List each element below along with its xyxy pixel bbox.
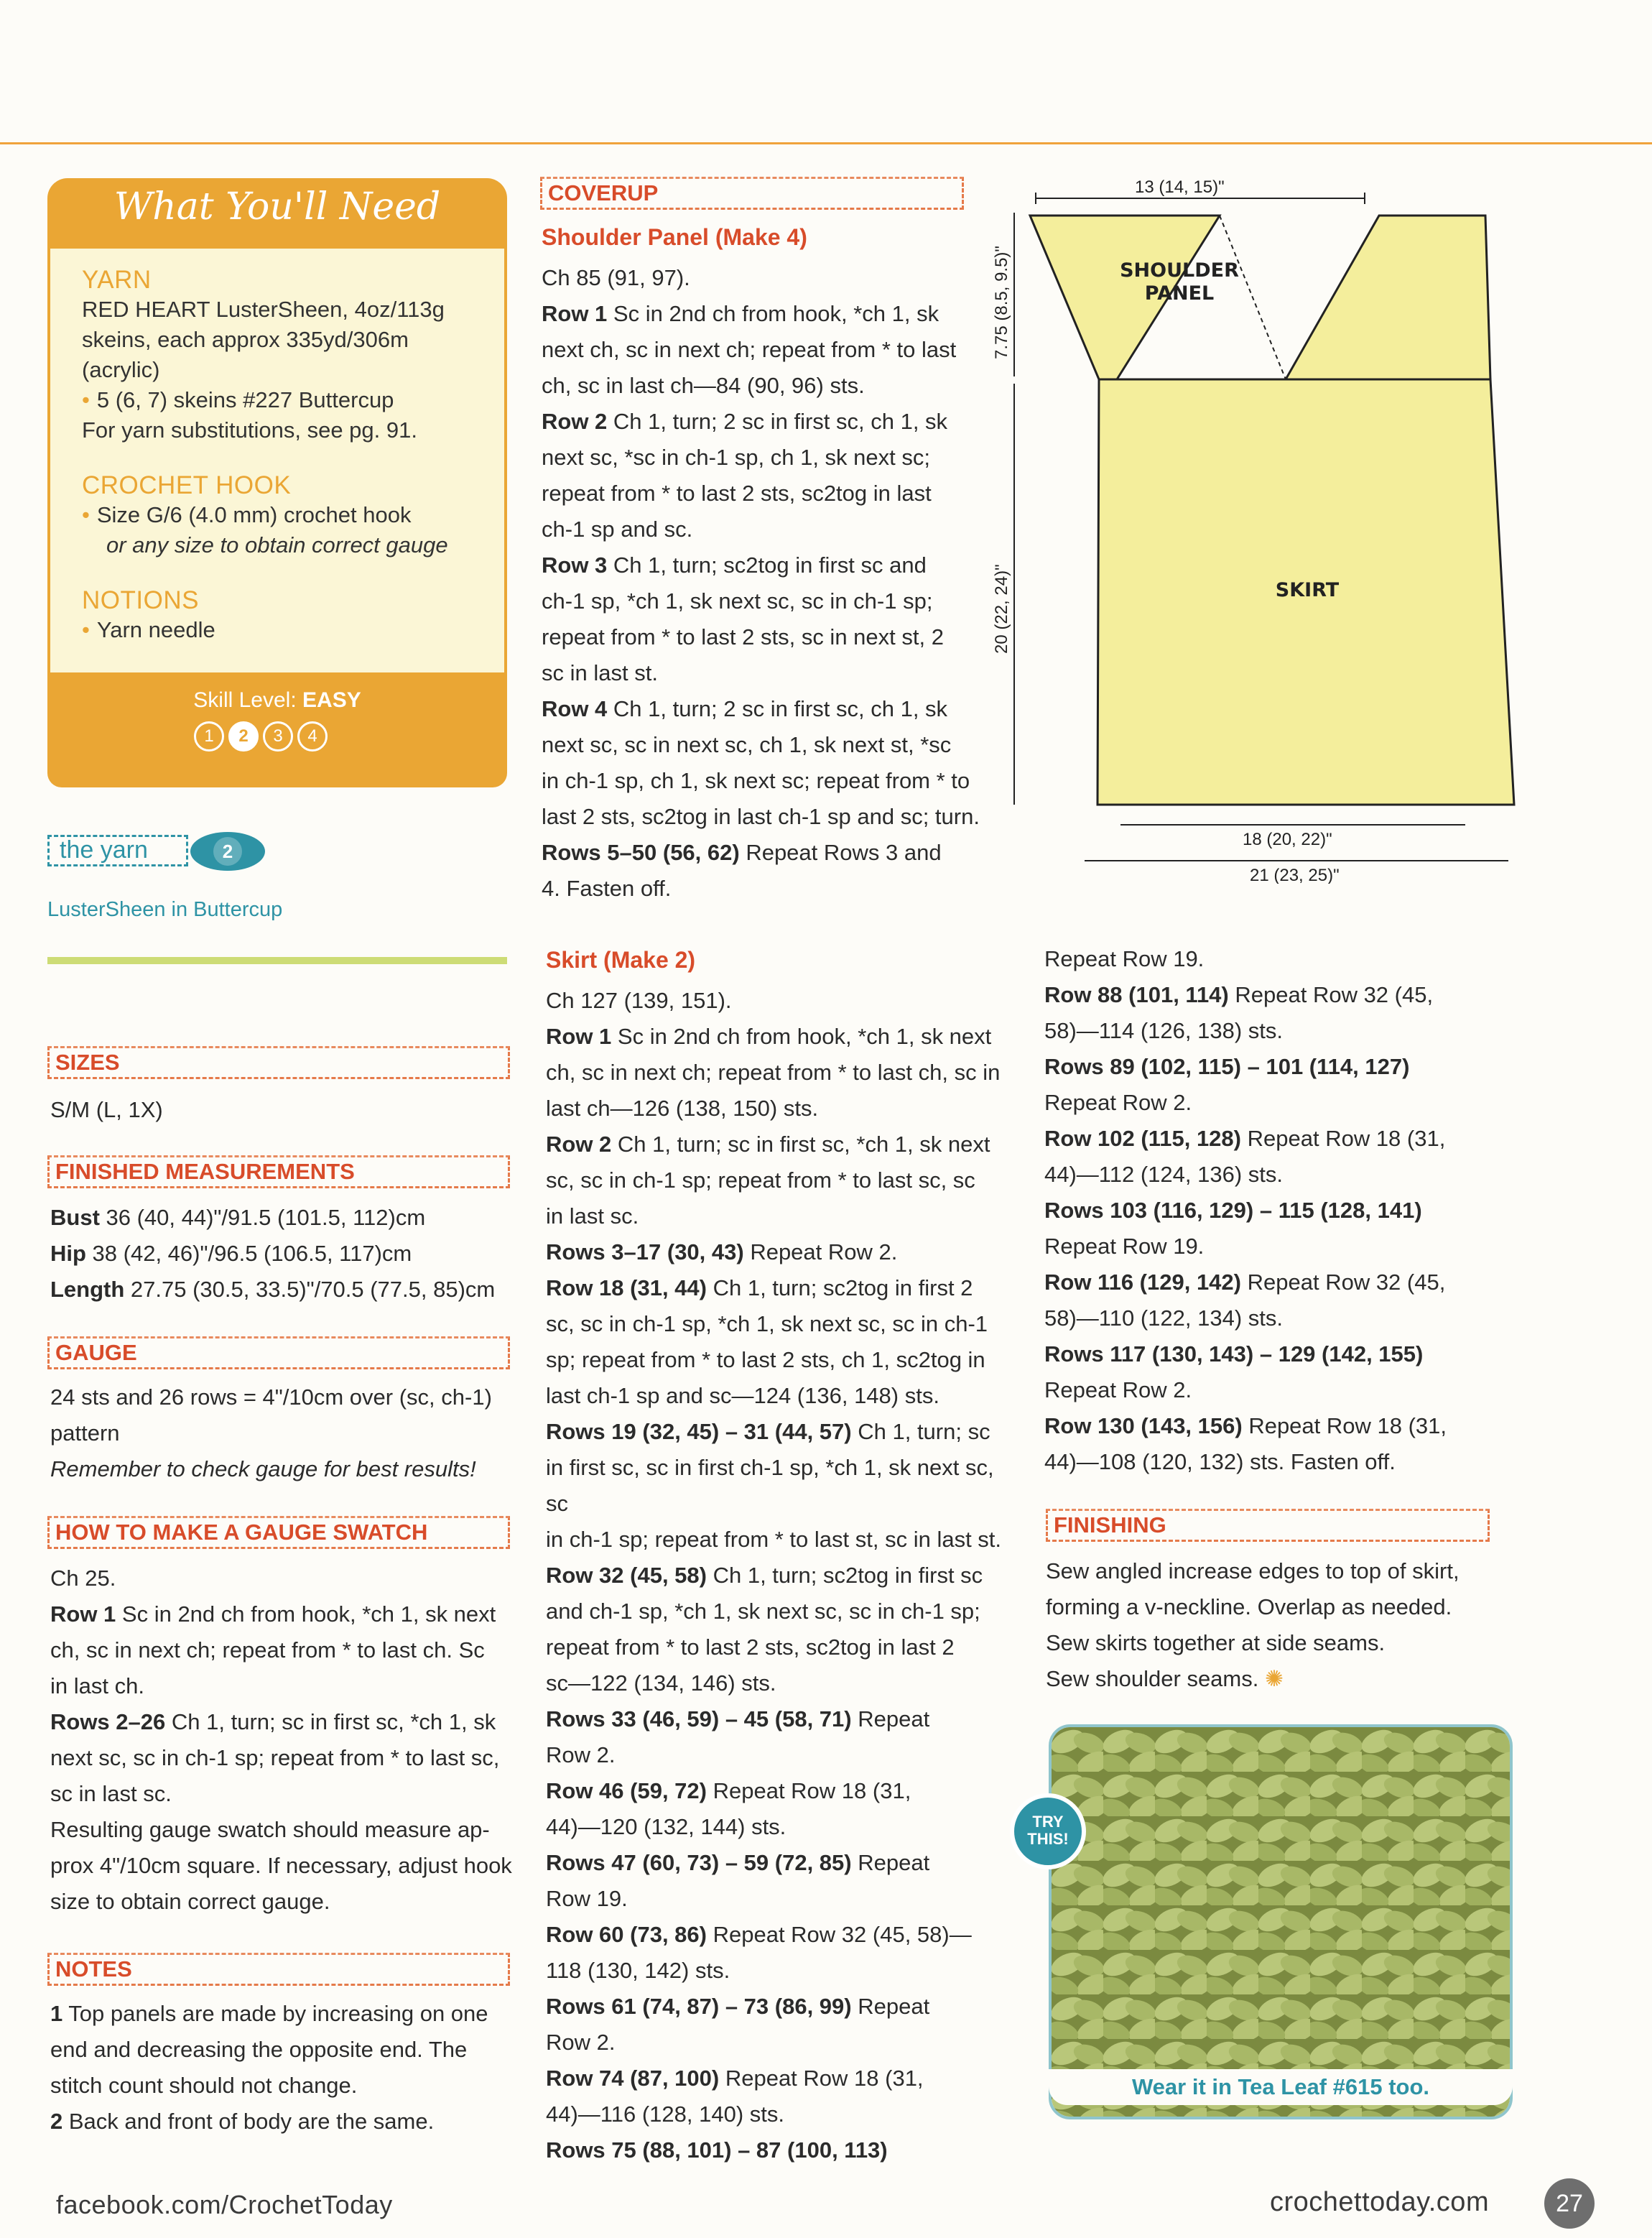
instruction-line: Rows 103 (116, 129) – 115 (128, 141) [1044,1198,1422,1223]
swatch-line: ch, sc in next ch; repeat from * to last ch. Sc [50,1637,485,1663]
hook-note: or any size to obtain correct gauge [106,532,448,558]
skill-level-circles [194,721,328,752]
instruction-line: Row 3 Ch 1, turn; sc2tog in first sc and [542,552,927,578]
finished-measurements-heading: FINISHED MEASUREMENTS [47,1155,510,1188]
instruction-line: Rows 75 (88, 101) – 87 (100, 113) [546,2137,888,2163]
instruction-line: Repeat Row 2. [1044,1377,1192,1402]
finishing-heading: FINISHING [1046,1509,1490,1542]
yarn-caption: LusterSheen in Buttercup [47,898,283,921]
instruction-line: Row 2. [546,2030,616,2055]
instruction-line: and ch-1 sp, *ch 1, sk next sc, sc in ch-1 sp; [546,1599,980,1624]
swatch-line: Ch 25. [50,1566,116,1591]
instruction-line: repeat from * to last 2 sts, sc2tog in last 2 [546,1634,955,1660]
instruction-line: repeat from * to last 2 sts, sc in next st, 2 [542,624,944,649]
instruction-line: Row 74 (87, 100) Repeat Row 18 (31, [546,2066,924,2091]
crochet-swatch-image [1052,1727,1513,2119]
swatch-line: in last ch. [50,1673,144,1698]
yarn-weight-number: 2 [222,841,233,862]
shoulder-height-label: 7.75 (8.5, 9.5)" [992,246,1011,359]
instruction-line: Row 116 (129, 142) Repeat Row 32 (45, [1044,1270,1446,1295]
notions-bullet: • Yarn needle [82,617,215,642]
instruction-line: Row 19. [546,1886,628,1911]
instruction-line: Row 2. [546,1742,616,1767]
need-box-title: What You'll Need [113,185,441,228]
bullet-icon: • [82,617,90,642]
yarn-heading: YARN [82,266,152,294]
instruction-line: 58)—114 (126, 138) sts. [1044,1018,1283,1043]
instruction-line: 118 (130, 142) sts. [546,1958,730,1983]
instruction-line: ch-1 sp and sc. [542,517,693,542]
footer-site-link[interactable]: crochettoday.com [1270,2187,1490,2217]
gauge-text [50,1379,517,1487]
instruction-line: 44)—120 (132, 144) sts. [546,1814,786,1839]
skill-level-footer [47,672,507,787]
skirt-instructions [546,983,1006,2168]
notes-heading: NOTES [47,1953,510,1986]
yarn-bullet: • 5 (6, 7) skeins #227 Buttercup [82,387,394,412]
shoulder-panel-heading: Shoulder Panel (Make 4) [542,224,807,250]
instruction-line: Rows 5–50 (56, 62) Repeat Rows 3 and [542,840,942,865]
hook-heading: CROCHET HOOK [82,471,292,499]
skill-level-3: 3 [263,721,293,752]
bottom-dimension-2: 21 (23, 25)" [1250,866,1340,884]
skirt-instructions-continued [1044,941,1533,1480]
instruction-line: Rows 33 (46, 59) – 45 (58, 71) Repeat [546,1706,930,1731]
gauge-line-1: 24 sts and 26 rows = 4"/10cm over (sc, ch-1) [50,1384,492,1410]
finishing-line: Sew shoulder seams. ✺ [1046,1666,1284,1691]
swatch-line: next sc, sc in ch-1 sp; repeat from * to last sc, [50,1745,500,1770]
instruction-line: Repeat Row 19. [1044,946,1205,971]
instruction-line: in ch-1 sp, ch 1, sk next sc; repeat from * to [542,768,970,793]
swatch-line: prox 4"/10cm square. If necessary, adjust hook [50,1853,512,1878]
end-mark-icon: ✺ [1265,1666,1284,1691]
the-yarn-tag: the yarn [47,835,188,866]
skirt-label: SKIRT [1275,579,1340,601]
instruction-line: last 2 sts, sc2tog in last ch-1 sp and sc; turn. [542,804,980,829]
finished-measurements-text [50,1200,517,1308]
yarn-skein-icon [188,831,267,872]
skill-level-2: 2 [228,721,259,752]
instruction-line: sc, sc in ch-1 sp, *ch 1, sk next sc, sc in ch-1 [546,1311,988,1336]
what-youll-need-box [47,178,507,803]
instruction-line: 44)—112 (124, 136) sts. [1044,1162,1283,1187]
gauge-line-2: pattern [50,1420,120,1446]
shoulder-panel-label-2: PANEL [1144,282,1215,305]
instruction-line: next sc, *sc in ch-1 sp, ch 1, sk next sc; [542,445,930,470]
instruction-line: sc, sc in ch-1 sp; repeat from * to last sc, sc [546,1167,975,1193]
swatch-line: Rows 2–26 Ch 1, turn; sc in first sc, *ch 1, sk [50,1709,496,1734]
instruction-line: 4. Fasten off. [542,876,672,901]
instruction-line: Ch 85 (91, 97). [542,265,690,290]
instruction-line: Ch 127 (139, 151). [546,988,732,1013]
instruction-line: Rows 89 (102, 115) – 101 (114, 127) [1044,1054,1410,1079]
instruction-line: Row 2 Ch 1, turn; sc in first sc, *ch 1, sk next [546,1132,990,1157]
bullet-icon: • [82,502,90,527]
hip-line: Hip 38 (42, 46)"/96.5 (106.5, 117)cm [50,1241,412,1266]
finishing-line: forming a v-neckline. Overlap as needed. [1046,1594,1452,1619]
page-number: 27 [1544,2178,1595,2229]
bottom-dimension-1: 18 (20, 22)" [1243,830,1332,849]
swatch-line: sc in last sc. [50,1781,172,1806]
instruction-line: Row 46 (59, 72) Repeat Row 18 (31, [546,1778,911,1803]
finishing-line: Sew angled increase edges to top of skirt, [1046,1558,1460,1583]
shoulder-panel-label-1: SHOULDER [1120,259,1239,282]
note-line: end and decreasing the opposite end. The [50,2037,468,2062]
top-rule [0,142,1652,144]
instruction-line: 44)—108 (120, 132) sts. Fasten off. [1044,1449,1396,1474]
instruction-line: in last sc. [546,1203,639,1229]
swatch-line: Row 1 Sc in 2nd ch from hook, *ch 1, sk next [50,1601,496,1627]
instruction-line: 44)—116 (128, 140) sts. [546,2101,784,2127]
instruction-line: Rows 19 (32, 45) – 31 (44, 57) Ch 1, turn; sc [546,1419,990,1444]
shoulder-panel-instructions [542,260,987,907]
instruction-line: Row 130 (143, 156) Repeat Row 18 (31, [1044,1413,1447,1438]
instruction-line: sc in last st. [542,660,658,685]
gauge-swatch-heading: HOW TO MAKE A GAUGE SWATCH [47,1516,510,1549]
note-line: 2 Back and front of body are the same. [50,2109,435,2134]
shoulder-panel-right [1286,216,1490,379]
skirt-heading: Skirt (Make 2) [546,947,696,973]
need-box-header [47,178,507,249]
instruction-line: Rows 3–17 (30, 43) Repeat Row 2. [546,1239,898,1264]
coverup-heading: COVERUP [540,177,964,210]
notions-heading: NOTIONS [82,586,199,614]
instruction-line: in ch-1 sp; repeat from * to last st, sc in last st. [546,1527,1002,1552]
skill-level-1: 1 [194,721,224,752]
instruction-line: Row 88 (101, 114) Repeat Row 32 (45, [1044,982,1434,1007]
instruction-line: Row 2 Ch 1, turn; 2 sc in first sc, ch 1, sk [542,409,948,434]
instruction-line: in first sc, sc in first ch-1 sp, *ch 1, sk next sc, sc [546,1455,994,1516]
instruction-line: repeat from * to last 2 sts, sc2tog in last [542,481,932,506]
sizes-heading: SIZES [47,1046,510,1079]
instruction-line: Repeat Row 19. [1044,1234,1205,1259]
garment-schematic [991,172,1537,884]
instruction-line: sc—122 (134, 146) sts. [546,1670,776,1696]
instruction-line: ch-1 sp, *ch 1, sk next sc, sc in ch-1 sp; [542,588,933,614]
try-this-badge [1010,1793,1086,1869]
swatch-line: size to obtain correct gauge. [50,1889,330,1914]
gauge-swatch-text [50,1560,524,1920]
instruction-line: 58)—110 (122, 134) sts. [1044,1305,1283,1331]
instruction-line: Repeat Row 2. [1044,1090,1192,1115]
instruction-line: ch, sc in next ch; repeat from * to last ch, sc in [546,1060,1001,1085]
yarn-line-1: RED HEART LusterSheen, 4oz/113g [82,297,445,322]
note-line: 1 Top panels are made by increasing on one [50,2001,488,2026]
try-this-line-1: TRY [1032,1813,1064,1831]
instruction-line: last ch-1 sp and sc—124 (136, 148) sts. [546,1383,939,1408]
skirt-height-label: 20 (22, 24)" [992,564,1011,654]
instruction-line: Rows 61 (74, 87) – 73 (86, 99) Repeat [546,1994,930,2019]
swatch-caption: Wear it in Tea Leaf #615 too. [1049,2069,1513,2105]
notes-text [50,1996,524,2140]
footer-facebook-link[interactable]: facebook.com/CrochetToday [56,2190,393,2219]
instruction-line: Row 60 (73, 86) Repeat Row 32 (45, 58)— [546,1922,972,1947]
try-this-line-2: THIS! [1027,1830,1069,1848]
instruction-line: Row 32 (45, 58) Ch 1, turn; sc2tog in first sc [546,1563,983,1588]
hook-bullet: • Size G/6 (4.0 mm) crochet hook [82,502,412,527]
instruction-line: Rows 117 (130, 143) – 129 (142, 155) [1044,1341,1424,1367]
bullet-icon: • [82,387,90,412]
instruction-line: Row 1 Sc in 2nd ch from hook, *ch 1, sk [542,301,939,326]
note-line: stitch count should not change. [50,2073,358,2098]
instruction-line: Row 4 Ch 1, turn; 2 sc in first sc, ch 1, sk [542,696,948,721]
need-box-body [47,249,507,672]
yarn-line-3: (acrylic) [82,357,160,382]
finishing-line: Sew skirts together at side seams. [1046,1630,1386,1655]
instruction-line: last ch—126 (138, 150) sts. [546,1096,819,1121]
instruction-line: Rows 47 (60, 73) – 59 (72, 85) Repeat [546,1850,930,1875]
yarn-line-2: skeins, each approx 335yd/306m [82,327,409,352]
instruction-line: ch, sc in last ch—84 (90, 96) sts. [542,373,865,398]
swatch-line: Resulting gauge swatch should measure ap- [50,1817,490,1842]
finishing-text [1046,1553,1520,1697]
instruction-line: Row 18 (31, 44) Ch 1, turn; sc2tog in first 2 [546,1275,973,1300]
swatch-photo [1049,1724,1513,2119]
instruction-line: next sc, sc in next sc, ch 1, sk next st, *sc [542,732,952,757]
skill-level-4: 4 [297,721,328,752]
skill-level-label: Skill Level: EASY [193,688,361,712]
instruction-line: next ch, sc in next ch; repeat from * to last [542,337,957,362]
yarn-substitutions: For yarn substitutions, see pg. 91. [82,417,417,443]
bust-line: Bust 36 (40, 44)"/91.5 (101.5, 112)cm [50,1205,426,1230]
gauge-line-3: Remember to check gauge for best results! [50,1456,476,1481]
gauge-heading: GAUGE [47,1336,510,1369]
length-line: Length 27.75 (30.5, 33.5)"/70.5 (77.5, 85)cm [50,1277,496,1302]
green-divider [47,957,507,964]
instruction-line: sp; repeat from * to last 2 sts, ch 1, sc2tog in [546,1347,985,1372]
instruction-line: Row 1 Sc in 2nd ch from hook, *ch 1, sk next [546,1024,992,1049]
sizes-text: S/M (L, 1X) [50,1097,163,1122]
top-dimension-label: 13 (14, 15)" [1135,177,1225,197]
instruction-line: Row 102 (115, 128) Repeat Row 18 (31, [1044,1126,1446,1151]
